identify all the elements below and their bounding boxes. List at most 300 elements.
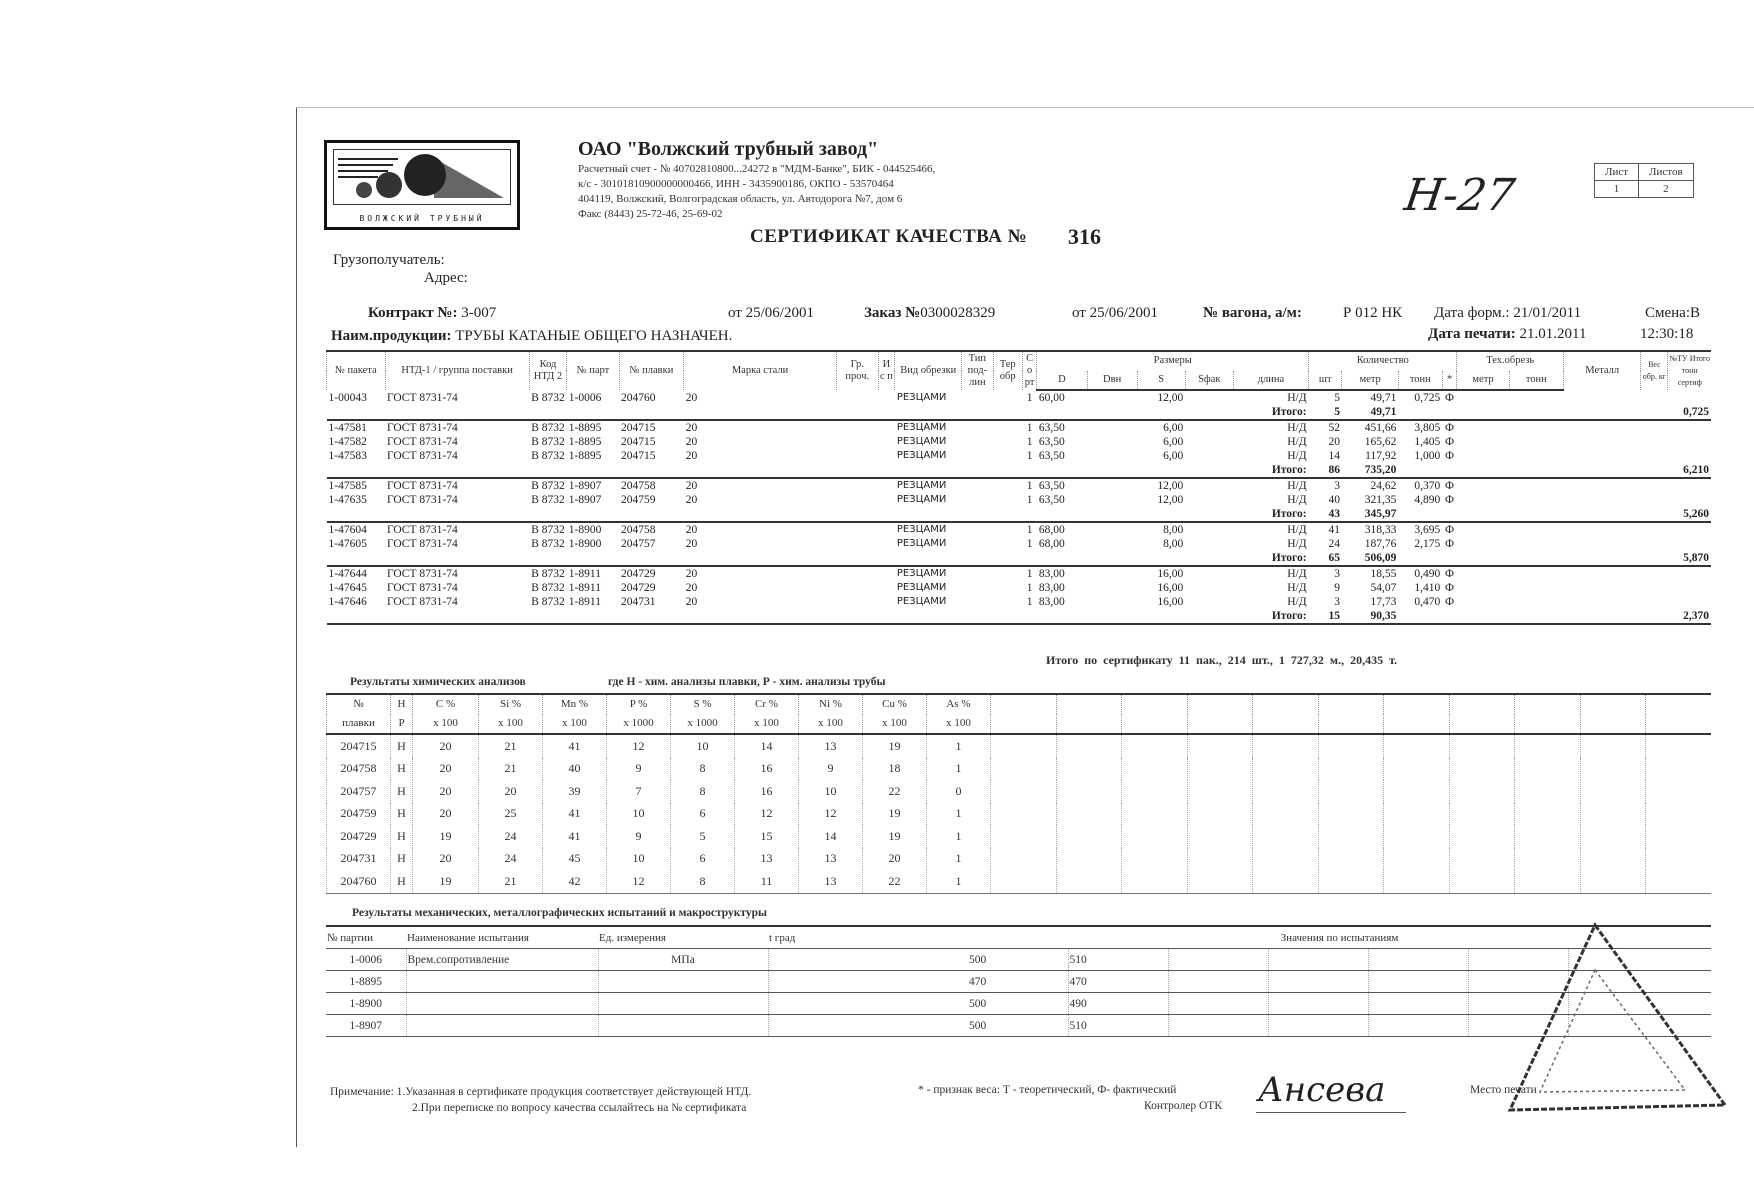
mech-empty-cell [1268,1015,1368,1037]
length-cell: Н/Д [1287,494,1307,506]
weight-cut-cell [1641,537,1668,551]
empty-cell [1457,551,1509,566]
total-tons: 6,210 [1668,463,1711,478]
chem-empty-cell [1515,734,1581,758]
d-in-cell [1087,435,1137,449]
metal-cell [1564,566,1641,581]
empty-cell [619,551,684,566]
chem-empty-header [991,694,1057,714]
chem-cell: 20 [413,734,479,758]
chem-empty-cell [1318,825,1384,848]
tc-tons-cell [1509,449,1563,463]
empty-cell [895,609,962,624]
d-in-cell [1087,478,1137,493]
ntd-code-cell: В 8732 [531,494,565,506]
meters-cell: 17,73 [1370,596,1397,608]
form-date: 21/01/2011 [1513,305,1582,321]
col-s: S [1137,371,1185,391]
col-group-tech-cut: Тех.обрезь [1457,351,1564,371]
empty-cell [327,507,386,522]
chem-empty-cell [1187,825,1253,848]
empty-cell [1037,609,1087,624]
sub-type-cell [962,420,993,435]
heat-treat-cell [993,493,1022,507]
chem-cell: 9 [607,758,671,781]
chem-empty-cell [1056,780,1122,803]
chem-empty-cell [1318,734,1384,758]
total-meters: 735,20 [1342,463,1398,478]
tons-total-cell [1668,449,1711,463]
total-pcs: 65 [1309,551,1342,566]
empty-cell [993,507,1022,522]
chem-cell: Н [391,825,413,848]
chem-empty-cell [1318,803,1384,826]
col-ntd-code: Код НТД 2 [529,351,567,390]
chem-empty-cell [1449,848,1515,871]
chem-cell: Н [391,870,413,893]
col-group-quantity: Количество [1309,351,1457,371]
otk-label: Контролер ОТК [1144,1100,1222,1112]
otk-stamp [1500,920,1730,1120]
steel-cell: 20 [685,494,698,506]
heat-treat-cell [993,595,1022,609]
chem-legend: где Н - хим. анализы плавки, Р - хим. анализы трубы [608,676,886,688]
empty-cell [895,463,962,478]
package-cell: 1-47635 [328,494,367,506]
chem-empty-cell [1449,803,1515,826]
metal-cell [1564,537,1641,551]
tons-total-cell [1668,522,1711,537]
empty-cell [1509,463,1563,478]
empty-cell [1185,405,1233,420]
chem-empty-cell [1122,825,1188,848]
chem-empty-cell [991,780,1057,803]
empty-cell [567,551,619,566]
total-label: Итого: [1233,405,1308,420]
chem-cell: 41 [543,803,607,826]
empty-cell [836,405,878,420]
mech-empty-cell [1368,971,1468,993]
col-strength: Гр. проч. [836,351,878,390]
empty-cell [993,405,1022,420]
ntd-cell: ГОСТ 8731-74 [387,596,458,608]
tc-meters-cell [1457,390,1509,405]
chem-empty-cell [1253,848,1319,871]
print-date: 21.01.2011 [1519,326,1587,342]
batch-cell: 1-8907 [568,480,602,492]
s-cell: 12,00 [1157,494,1184,506]
grade-cell: 1 [1026,596,1033,608]
certificate-number: 316 [1068,224,1101,249]
chem-row [327,870,1712,893]
chem-table [326,693,1711,894]
steel-cell: 20 [685,450,698,462]
heat-cell: 204758 [621,480,656,492]
total-meters: 90,35 [1342,609,1398,624]
empty-cell [1137,463,1185,478]
chem-empty-header [1187,694,1253,714]
mech-empty-cell [1268,993,1368,1015]
d-in-cell [1087,566,1137,581]
heat-cell: 204758 [621,524,656,536]
grade-cell: 1 [1026,391,1033,404]
chem-header-row [327,714,1712,734]
chem-cell: Н [391,803,413,826]
chem-col-unit: х 100 [927,714,991,734]
tons-cell: 4,890 [1414,494,1441,506]
chem-col-unit: х 100 [863,714,927,734]
chem-empty-cell [1122,848,1188,871]
empty-cell [1564,463,1641,478]
empty-cell [1564,551,1641,566]
mech-unit-cell [598,971,768,993]
mech-empty-cell [1268,971,1368,993]
consignee-label: Грузополучатель: [333,252,445,268]
chem-cell: 20 [413,848,479,871]
length-cell: Н/Д [1287,524,1307,536]
chem-cell: 6 [671,848,735,871]
sub-type-cell [962,449,993,463]
otk-signature: Ансева [1258,1070,1386,1110]
chem-title: Результаты химических анализов [350,676,526,688]
sub-type-cell [962,435,993,449]
d-cell: 83,00 [1038,568,1065,580]
metal-cell [1564,390,1641,405]
logo-pipe-end-large [404,154,446,196]
cut-cell: РЕЗЦАМИ [896,568,947,579]
page-left-edge [296,107,297,1147]
sheet-counter [1594,163,1694,198]
package-cell: 1-47646 [328,596,367,608]
cut-cell: РЕЗЦАМИ [896,436,947,447]
grade-cell: 1 [1026,422,1033,434]
d-cell: 63,50 [1038,450,1065,462]
isp-cell [878,449,895,463]
ntd-code-cell: В 8732 [531,568,565,580]
chem-empty-cell [1580,848,1646,871]
batch-cell: 1-8900 [568,524,602,536]
empty-cell [836,609,878,624]
chem-cell: 40 [543,758,607,781]
chem-cell: 7 [607,780,671,803]
heat-cell: 204757 [621,538,656,550]
chem-empty-cell [1253,803,1319,826]
pcs-cell: 14 [1328,450,1340,462]
chem-col-header: S % [671,694,735,714]
chem-cell: 41 [543,734,607,758]
ntd-code-cell: В 8732 [531,391,565,404]
empty-cell [385,609,529,624]
page-top-edge [296,107,1754,108]
isp-cell [878,390,895,405]
chem-cell: 10 [607,803,671,826]
chem-cell: 19 [863,734,927,758]
col-s-fact: Sфак [1185,371,1233,391]
contract-from-label: от [728,305,742,321]
empty-cell [993,609,1022,624]
s-fact-cell [1185,420,1233,435]
sheet-number: 1 [1595,181,1639,198]
chem-empty-header [1253,714,1319,734]
chem-empty-header [1122,714,1188,734]
ntd-code-cell: В 8732 [531,450,565,462]
empty-cell [962,507,993,522]
empty-cell [1442,609,1457,624]
chem-cell: 204760 [327,870,391,893]
col-ntd: НТД-1 / группа поставки [385,351,529,390]
shipment-table [326,350,1711,625]
empty-cell [1185,463,1233,478]
chem-col-unit: х 100 [543,714,607,734]
chem-empty-cell [1318,758,1384,781]
empty-cell [836,551,878,566]
pcs-cell: 3 [1334,596,1340,608]
length-cell: Н/Д [1287,538,1307,550]
tc-meters-cell [1457,522,1509,537]
address-label: Адрес: [424,270,468,286]
chem-cell: 8 [671,758,735,781]
tons-cell: 2,175 [1414,538,1441,550]
empty-cell [1022,551,1037,566]
tons-total-cell [1668,435,1711,449]
mech-empty-cell [1168,1015,1268,1037]
chem-empty-header [1318,694,1384,714]
weight-cut-cell [1641,566,1668,581]
chem-cell: 21 [479,870,543,893]
weight-sign-cell: Ф [1445,450,1455,462]
empty-cell [385,463,529,478]
contract-label: Контракт №: [368,305,458,321]
col-batch: № парт [567,351,619,390]
chem-cell: 1 [927,758,991,781]
cut-cell: РЕЗЦАМИ [896,494,947,505]
chem-empty-cell [1646,825,1712,848]
chem-empty-cell [1515,870,1581,893]
mech-test-cell [406,971,598,993]
chem-row [327,780,1712,803]
heat-treat-cell [993,478,1022,493]
chem-row [327,734,1712,758]
sub-type-cell [962,537,993,551]
logo-pipe-end-medium [376,172,402,198]
heat-treat-cell [993,581,1022,595]
chem-empty-cell [1646,758,1712,781]
empty-cell [1022,463,1037,478]
steel-cell: 20 [685,538,698,550]
chem-row [327,758,1712,781]
stamp-outer-triangle [1510,925,1725,1110]
empty-cell [1087,609,1137,624]
chem-empty-cell [1122,803,1188,826]
weight-sign-cell: Ф [1445,524,1455,536]
chem-cell: 12 [799,803,863,826]
note-1: Примечание: 1.Указанная в сертификате продукция соответствует действующей НТД. [330,1086,752,1098]
heat-cell: 204760 [621,391,656,404]
total-tons: 5,870 [1668,551,1711,566]
chem-empty-cell [1580,758,1646,781]
empty-cell [1442,463,1457,478]
mech-col-temp: t град [768,926,968,949]
empty-cell [1457,405,1509,420]
empty-cell [1185,609,1233,624]
length-cell: Н/Д [1287,582,1307,594]
chem-empty-cell [1187,758,1253,781]
chem-empty-cell [1384,825,1450,848]
chem-cell: 204715 [327,734,391,758]
chem-cell: 1 [927,825,991,848]
pcs-cell: 3 [1334,568,1340,580]
package-cell: 1-47645 [328,582,367,594]
ntd-cell: ГОСТ 8731-74 [387,391,458,404]
chem-empty-cell [1187,780,1253,803]
mech-temp-cell [768,949,968,971]
s-fact-cell [1185,435,1233,449]
steel-cell: 20 [685,480,698,492]
ntd-code-cell: В 8732 [531,436,565,448]
contract-number: 3-007 [461,305,497,321]
d-in-cell [1087,581,1137,595]
package-cell: 1-00043 [328,391,367,404]
form-date-label: Дата форм.: [1434,305,1510,321]
empty-cell [1457,609,1509,624]
d-cell: 60,00 [1038,392,1065,404]
chem-empty-cell [1646,848,1712,871]
mech-empty-cell [1368,993,1468,1015]
product-label: Наим.продукции: [331,328,452,344]
logo-caption: ВОЛЖСКИЙ ТРУБНЫЙ [359,214,485,223]
col-tc-tons: тонн [1509,371,1563,391]
tc-meters-cell [1457,420,1509,435]
empty-cell [993,551,1022,566]
chem-empty-cell [1187,734,1253,758]
chem-empty-header [1515,714,1581,734]
heat-cell: 204731 [621,596,656,608]
total-meters: 506,09 [1342,551,1398,566]
tons-cell: 0,470 [1414,596,1441,608]
col-package: № пакета [327,351,386,390]
pcs-cell: 40 [1328,494,1340,506]
sub-type-cell [962,566,993,581]
chem-empty-cell [1384,734,1450,758]
empty-cell [1087,551,1137,566]
s-cell: 6,00 [1163,450,1184,462]
ntd-code-cell: В 8732 [531,596,565,608]
empty-cell [1185,507,1233,522]
empty-cell [993,463,1022,478]
empty-cell [1641,463,1668,478]
isp-cell [878,537,895,551]
s-cell: 16,00 [1157,596,1184,608]
empty-cell [1641,551,1668,566]
footer-notes [330,1084,751,1116]
empty-cell [1398,507,1442,522]
chem-cell: 21 [479,734,543,758]
chem-empty-cell [1580,825,1646,848]
chem-cell: 45 [543,848,607,871]
mech-test-cell [406,1015,598,1037]
empty-cell [1398,551,1442,566]
total-pcs: 86 [1309,463,1342,478]
mech-temp-cell [768,971,968,993]
weight-cut-cell [1641,435,1668,449]
chem-empty-cell [1515,803,1581,826]
empty-cell [1185,551,1233,566]
pcs-cell: 41 [1328,524,1340,536]
chem-empty-cell [1580,870,1646,893]
table-row [327,390,1712,405]
batch-cell: 1-8900 [568,538,602,550]
empty-cell [1564,507,1641,522]
sub-type-cell [962,522,993,537]
contract-date: 25/06/2001 [745,305,814,321]
weight-cut-cell [1641,478,1668,493]
s-cell: 8,00 [1163,538,1184,550]
tons-total-cell [1668,581,1711,595]
chem-col-header: Si % [479,694,543,714]
mech-empty-cell [1168,949,1268,971]
steel-cell: 20 [685,436,698,448]
chem-empty-cell [1056,734,1122,758]
length-cell: Н/Д [1287,568,1307,580]
weight-sign-cell: Ф [1445,582,1455,594]
empty-cell [1022,405,1037,420]
s-cell: 6,00 [1163,422,1184,434]
cut-cell: РЕЗЦАМИ [896,422,947,433]
col-tc-meters: метр [1457,371,1509,391]
tons-total-cell [1668,537,1711,551]
chem-empty-header [1056,714,1122,734]
table-row [327,522,1712,537]
chem-cell: Н [391,734,413,758]
chem-cell: 19 [413,825,479,848]
mech-batch-cell: 1-8895 [326,971,406,993]
chem-cell: 25 [479,803,543,826]
logo-stripe [338,170,388,172]
empty-cell [1641,609,1668,624]
d-cell: 83,00 [1038,596,1065,608]
chem-cell: 1 [927,848,991,871]
chem-empty-cell [991,758,1057,781]
chem-cell: 1 [927,870,991,893]
package-cell: 1-47585 [328,480,367,492]
wagon-number: Р 012 НК [1343,305,1403,321]
empty-cell [1022,507,1037,522]
chem-empty-header [1122,694,1188,714]
mech-col-test: Наименование испытания [406,926,598,949]
weight-sign-cell: Ф [1445,596,1455,608]
chem-col-unit: плавки [327,714,391,734]
total-pcs: 15 [1309,609,1342,624]
tons-cell: 0,725 [1414,392,1441,404]
tons-total-cell [1668,420,1711,435]
heat-treat-cell [993,449,1022,463]
group-total-row [327,463,1712,478]
chem-col-header: Cu % [863,694,927,714]
metal-cell [1564,493,1641,507]
chem-cell: 20 [479,780,543,803]
empty-cell [1509,551,1563,566]
shift: В [1690,305,1701,321]
tons-total-cell [1668,493,1711,507]
mech-batch-cell: 1-0006 [326,949,406,971]
empty-cell [684,507,837,522]
chem-empty-cell [1515,825,1581,848]
tons-cell: 3,805 [1414,422,1441,434]
product-name: ТРУБЫ КАТАНЫЕ ОБЩЕГО НАЗНАЧЕН. [455,328,733,344]
empty-cell [1022,609,1037,624]
mech-empty-cell [1368,949,1468,971]
empty-cell [567,507,619,522]
